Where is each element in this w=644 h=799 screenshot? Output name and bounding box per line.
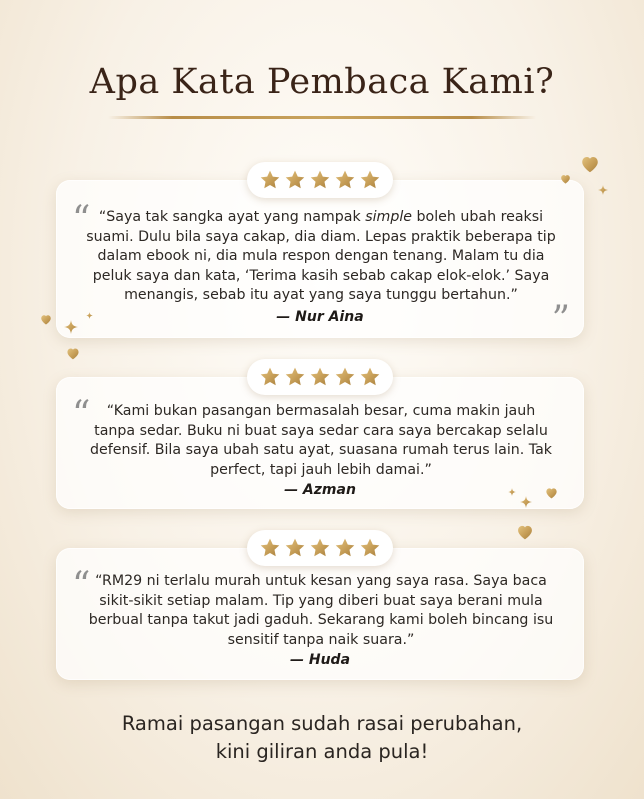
star-icon — [309, 366, 331, 388]
testimonial-author: — Azman — [284, 482, 356, 498]
star-icon — [284, 537, 306, 559]
star-icon — [359, 537, 381, 559]
star-icon — [334, 169, 356, 191]
heart-icon — [40, 314, 52, 325]
star-icon — [284, 169, 306, 191]
page-title: Apa Kata Pembaca Kami? — [89, 62, 555, 102]
sparkle-icon — [520, 496, 532, 508]
close-quote-icon: ” — [551, 299, 570, 340]
testimonial-text: “RM29 ni terlalu murah untuk kesan yang saya rasa. Saya baca sikit-sikit setiap malam. Tip yang diberi buat saya berani mula berbual tanpa takut jadi gaduh. Sekarang kami boleh bincang isu sensitif tanpa naik suara.” — [88, 573, 554, 648]
closing-line-2: kini giliran anda pula! — [215, 740, 429, 763]
sparkle-icon — [64, 320, 78, 334]
open-quote-icon: “ — [72, 394, 91, 435]
testimonial-text: “Kami bukan pasangan bermasalah besar, cuma makin jauh tanpa sedar. Buku ni buat saya sedar cara saya bercakap selalu defensif. Bila saya ubah satu ayat, suasana rumah terus lain. Tak perfect, tapi jauh lebih damai.” — [89, 403, 552, 478]
heart-icon — [545, 487, 558, 499]
star-icon — [334, 366, 356, 388]
star-icon — [359, 169, 381, 191]
star-icon — [359, 366, 381, 388]
star-icon — [334, 537, 356, 559]
rating-stars — [247, 359, 393, 395]
testimonial-text: “Saya tak sangka ayat yang nampak simple boleh ubah reaksi suami. Dulu bila saya cakap, dia diam. Lepas praktik beberapa tip dalam ebook ni, dia mula respon dengan tenang. Malam tu dia peluk saya dan kata, ‘Terima kasih sebab cakap elok-elok.’ Saya menangis, sebab itu ayat yang saya tunggu bertahun.” — [86, 209, 556, 303]
open-quote-icon: “ — [72, 565, 91, 606]
heart-icon — [66, 347, 80, 360]
star-icon — [309, 169, 331, 191]
rating-stars — [247, 162, 393, 198]
testimonial-card-2 — [56, 377, 584, 509]
testimonial-card-1 — [56, 180, 584, 338]
star-icon — [259, 366, 281, 388]
sparkle-icon — [598, 185, 608, 195]
rating-stars — [247, 530, 393, 566]
heart-icon — [560, 174, 571, 184]
star-icon — [259, 537, 281, 559]
sparkle-icon — [508, 488, 516, 496]
heart-icon — [516, 524, 534, 540]
open-quote-icon: “ — [72, 199, 91, 240]
title-divider — [108, 116, 536, 119]
testimonial-card-3 — [56, 548, 584, 680]
testimonial-author: — Nur Aina — [276, 309, 364, 325]
closing-message — [0, 710, 644, 766]
testimonial-author: — Huda — [289, 652, 351, 668]
heart-icon — [580, 155, 600, 173]
closing-line-1: Ramai pasangan sudah rasai perubahan, — [121, 712, 523, 735]
star-icon — [309, 537, 331, 559]
star-icon — [259, 169, 281, 191]
star-icon — [284, 366, 306, 388]
sparkle-icon — [86, 312, 93, 319]
